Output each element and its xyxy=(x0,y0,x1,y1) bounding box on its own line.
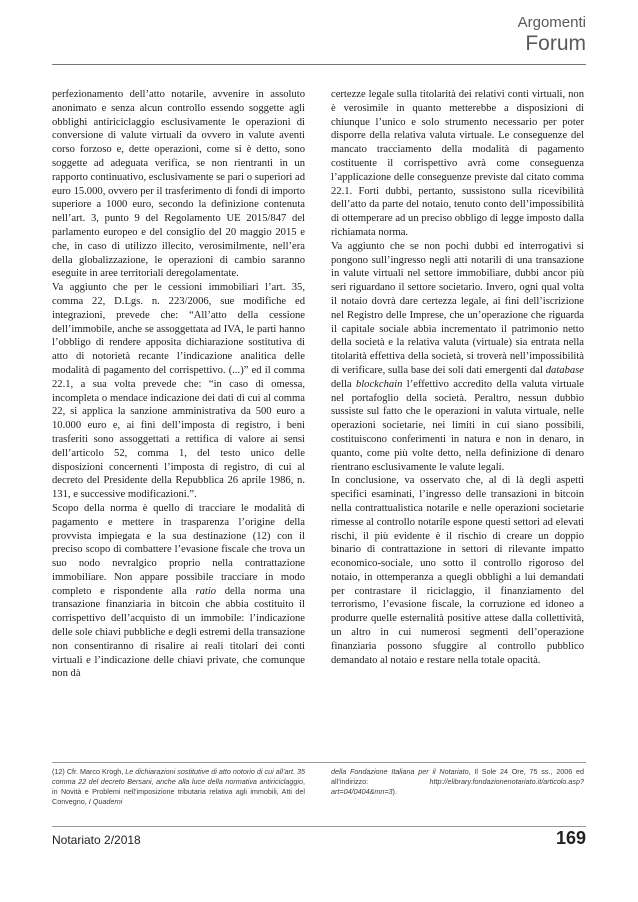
paragraph: In conclusione, va osservato che, al di là degli aspetti specifici esaminati, l’ingresso delle transazioni in bitcoin nella contrattualistica notarile e nelle operazioni societarie rimesse al controllo notarile espone questi settori ad elevati rischi, il più evidente è il rischio di creare un doppio binario di contrattazione in settori di rilevante impatto economico-sociale, uno sotto il controllo rigoroso del notaio, in ottemperanza a quegli obblighi a lui demandati per contrastare il riciclaggio, il finanziamento del terrorismo, l’evasione fiscale, la corruzione ed idoneo a produrre quelle esternalità positive attese dalla collettività, un altro in cui numerosi segmenti dell’operazione finanziaria possono sfuggire al controllo pubblico demandato al notaio e restare nella totale opacità. xyxy=(331,475,584,666)
italic-term: ratio xyxy=(195,585,217,597)
italic-term: database xyxy=(545,364,584,376)
footer-divider xyxy=(52,826,586,827)
paragraph: Va aggiunto che se non pochi dubbi ed interrogativi si pongono sull’ingresso negli atti notarili di una transazione in valute virtuali nel settore immobiliare, dubbi ancor più seri riguardano il settore societario. Invero, ogni qual volta il notaio dovrà dare certezza legale, ai fini dell’iscrizione nel Registro delle Imprese, che un’operazione che riguarda il capitale sociale abbia incrementato il patrimonio netto della società e la relativa valuta (virtuale) sia entrata nella titolarità effettiva della società, si troverà nell’impossibilità di verificare, sulla base dei soli dati emergenti dal database della blockchain l’effettivo accredito della valuta virtuale nel portafoglio della società. Peraltro, nessun dubbio sussiste sul fatto che le operazioni in valuta virtuale, nelle operazioni societarie, nei limiti in cui siano possibili, costituiscono conferimenti in natura e non in denaro, in quanto, come più volte detto, nella definizione di denaro rientrano esclusivamente le valute legali. xyxy=(331,240,584,473)
footnote-right xyxy=(331,767,584,797)
paragraph: Va aggiunto che per le cessioni immobiliari l’art. 35, comma 22, D.Lgs. n. 223/2006, sue modifiche ed integrazioni, prevede che: “All’atto della cessione dell’immobile, anche se assoggettata ad IVA, le parti hanno l’obbligo di rendere apposita dichiarazione sostitutiva di atto di notorietà recante l’indicazione analitica delle modalità di pagamento del corrispettivo. (...)” ed il comma 22.1, a sua volta prevede che: “in caso di omessa, incompleta o mendace indicazione dei dati di cui al comma 22, si applica la sanzione amministrativa da 500 euro a 10.000 euro e, ai fini dell’imposta di registro, i beni trasferiti sono assoggettati a rettifica di valore ai sensi dell’articolo 52, comma 1, del testo unico delle disposizioni concernenti l’imposta di registro, di cui al decreto del Presidente della Repubblica 26 aprile 1986, n. 131, e successive modificazioni.”. xyxy=(52,282,305,501)
footnote-text: (12) Cfr. Marco Krogh, Le dichiarazioni sostitutive di atto notorio di cui all’art. 35 comma 22 del decreto Bersani, anche alla luce della normativa antiriciclaggio, in Novità e Problemi nell’imposizione tributaria relativa agli immobili, Atti del Convegno, I Quaderni xyxy=(52,767,305,806)
italic-term: blockchain xyxy=(355,378,403,390)
section-header xyxy=(518,14,586,56)
footnote-left xyxy=(52,767,305,807)
right-column xyxy=(331,88,584,667)
header-divider xyxy=(52,64,586,65)
left-column xyxy=(52,88,305,681)
footnote-text: della Fondazione Italiana per il Notariato, Il Sole 24 Ore, 75 ss., 2006 ed all’indirizzo: http://elibrary.fondazionenotariato.it/articolo.asp?art=04/0404&mn=3). xyxy=(331,767,585,796)
footnote-link[interactable]: http://elibrary.fondazionenotariato.it/articolo.asp?art=04/0404&mn=3 xyxy=(331,777,584,796)
paragraph: certezze legale sulla titolarità dei relativi conti virtuali, non è verosimile in quanto metterebbe a disposizioni di chiunque l’unico e solo strumento necessario per poter disporre della relativa valuta virtuale. Le conseguenze del mancato tracciamento della modalità di pagamento costituente il corrispettivo avrà come conseguenza l’applicazione delle conseguenze previste dal citato comma 22.1. Forti dubbi, pertanto, sussistono sulla ricevibilità dell’atto da parte del notaio, tenuto conto dell’impossibilità di ottemperare ad un preciso obbligo di legge imposto dalla richiamata norma. xyxy=(331,89,584,238)
footnote-divider xyxy=(52,762,586,763)
subsection-title: Forum xyxy=(525,32,586,55)
journal-issue: Notariato 2/2018 xyxy=(52,833,141,847)
page-number: 169 xyxy=(555,828,586,848)
paragraph: perfezionamento dell’atto notarile, avvenire in assoluto anonimato e senza alcun controllo essendo soggette agli obblighi antiriciclaggio esclusivamente le operazioni di conversione di valute virtuali da ovvero in valute aventi corso forzoso e, dette operazioni, come si è detto, sono soggette ad adeguata verifica, se non rientranti in un rapporto continuativo, esclusivamente se pari o superiori ad euro 15.000, ovvero per il trasferimento di fondi di importo superiore a 1000 euro, secondo la definizione contenuta nell’art. 3, punto 9 del Regolamento UE 2015/847 del parlamento europeo e del consiglio del 20 maggio 2015 e che, in caso di utilizzo illecito, verosimilmente, nell’era della globalizzazione, le operazioni di cambio saranno eseguite in aree territoriali deregolamentate. xyxy=(52,89,305,280)
section-title: Argomenti xyxy=(517,14,586,31)
paragraph: Scopo della norma è quello di tracciare le modalità di pagamento e mettere in trasparenza l’origine della provvista impiegata e la sua destinazione (12) con il preciso scopo di combattere l’evasione fiscale che trova un suo nodo nevralgico proprio nella contrattazione immobiliare. Non appare possibile tracciare in modo completo e rispondente alla ratio della norma una transazione finanziaria in bitcoin che abbia costituito il corrispettivo dell’acquisto di un immobile: l’indicazione delle sole chiavi pubbliche e degli estremi della transazione non consentiranno di risalire ai reali titolari dei conti virtuali e l’indicazione delle chiavi private, che comunque non dà xyxy=(52,502,305,680)
